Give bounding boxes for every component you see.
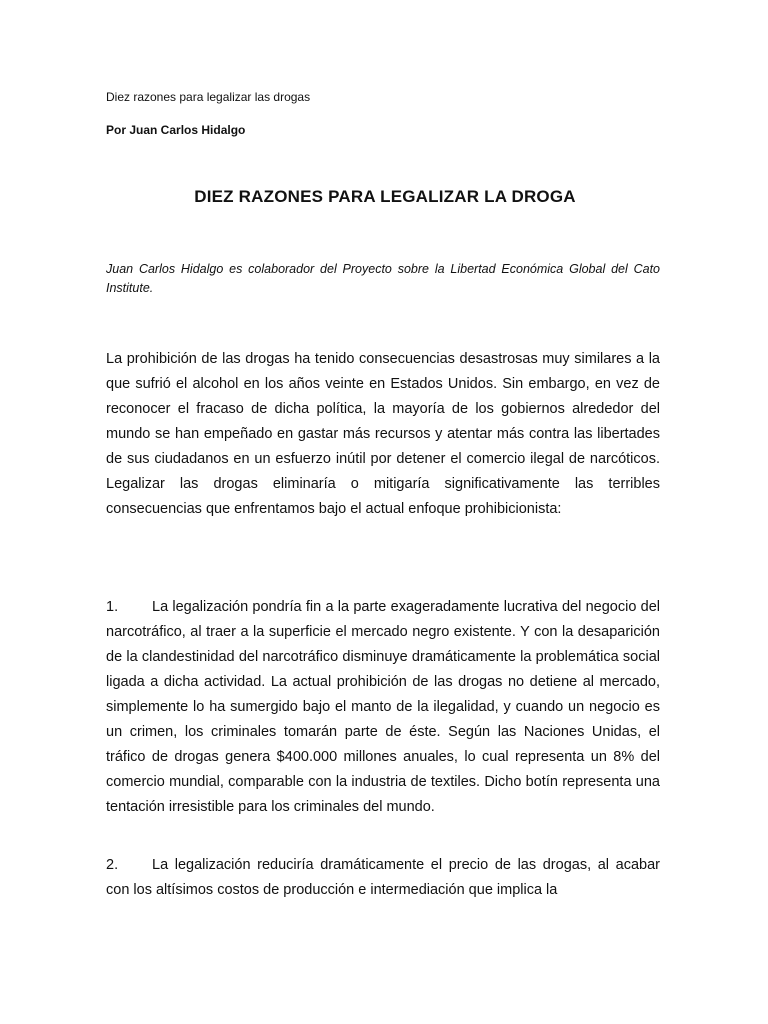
header-title: Diez razones para legalizar las drogas — [106, 90, 311, 104]
list-item-number: 1. — [106, 599, 119, 615]
list-item-number: 2. — [106, 857, 119, 873]
list-item — [106, 853, 660, 903]
list-item — [106, 595, 660, 820]
list-item-text: La legalización pondría fin a la parte exageradamente lucrativa del negocio del narcotráfico, al traer a la superficie el mercado negro existente. Y con la desaparición de la clandestinidad del narcotráfico disminuye dramáticamente la problemática social ligada a dicha actividad. La actual prohibición de las drogas no detiene al mercado, simplemente lo ha sumergido bajo el manto de la ilegalidad, y cuando un negocio es un crimen, los criminales tomarán parte de éste. Según las Naciones Unidas, el tráfico de drogas genera $400.000 millones anuales, lo cual representa un 8% del comercio mundial, comparable con la industria de textiles. Dicho botín representa una tentación irresistible para los criminales del mundo. — [106, 599, 660, 815]
header-author: Por Juan Carlos Hidalgo — [106, 123, 246, 137]
document-title: DIEZ RAZONES PARA LEGALIZAR LA DROGA — [194, 187, 576, 206]
intro-paragraph: La prohibición de las drogas ha tenido consecuencias desastrosas muy similares a la que sufrió el alcohol en los años veinte en Estados Unidos. Sin embargo, en vez de reconocer el fracaso de dicha política, la mayoría de los gobiernos alrededor del mundo se han empeñado en gastar más recursos y atentar más contra las libertades de sus ciudadanos en un esfuerzo inútil por detener el comercio ilegal de narcóticos. Legalizar las drogas eliminaría o mitigaría significativamente las terribles consecuencias que enfrentamos bajo el actual enfoque prohibicionista: — [106, 351, 660, 517]
list-item-text: La legalización reduciría dramáticamente el precio de las drogas, al acabar con los altísimos costos de producción e intermediación que implica la — [106, 857, 660, 898]
author-note: Juan Carlos Hidalgo es colaborador del Proyecto sobre la Libertad Económica Global del Cato Institute. — [106, 262, 660, 295]
